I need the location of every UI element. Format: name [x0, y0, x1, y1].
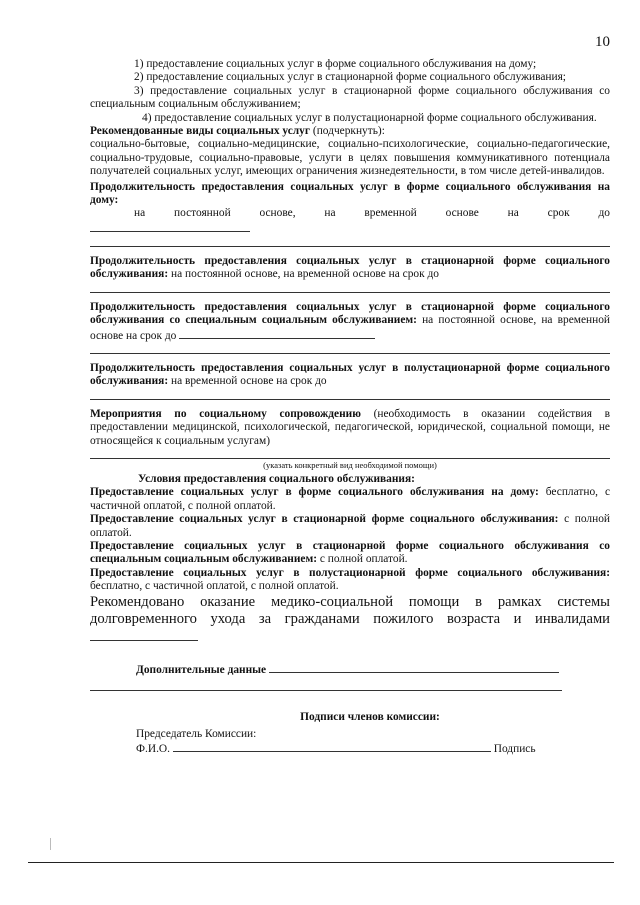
condition-special-text: с полной оплатой. [317, 553, 408, 566]
margin-mark [50, 838, 52, 850]
duration-special-title: Продолжительность предоставления социальных услуг в стационарной форме социального обслуживания со специальным социальным обслуживанием: [90, 300, 610, 327]
duration-stationary-title: Продолжительность предоставления социальных услуг в стационарной форме социального обслуживания: [90, 254, 610, 281]
fio-field[interactable] [173, 741, 491, 752]
condition-special-title: Предоставление социальных услуг в стационарной форме социального обслуживания со специальным социальным обслуживанием: [90, 539, 610, 566]
condition-special [90, 540, 610, 567]
long-term-care-field[interactable] [90, 630, 198, 641]
long-term-care-recommendation [90, 594, 610, 647]
condition-semi [90, 567, 610, 594]
condition-stationary-title: Предоставление социальных услуг в стационарной форме социального обслуживания: [90, 513, 559, 526]
duration-stationary-field[interactable] [90, 282, 610, 293]
conditions-header: Условия предоставления социального обслуживания: [138, 472, 415, 485]
fio-label: Ф.И.О. [136, 743, 170, 756]
page-number: 10 [595, 34, 610, 50]
duration-semi-text: на временной основе на срок до [168, 375, 327, 388]
condition-home-title: Предоставление социальных услуг в форме социального обслуживания на дому: [90, 486, 539, 499]
condition-stationary-text: с полной оплатой. [90, 513, 610, 539]
condition-stationary [90, 513, 610, 540]
social-support-text: (необходимость в оказании содействия в предоставлении медицинской, психологической, педагогической, юридической, социальной помощи, не относящейся к социальным услугам) [90, 407, 610, 447]
long-term-care-text: Рекомендовано оказание медико-социальной помощи в рамках системы долговременного ухода за гражданами пожилого возраста и инвалидами [90, 593, 610, 628]
social-support-field[interactable] [90, 448, 610, 459]
condition-semi-text: бесплатно, с частичной оплатой, с полной оплатой. [90, 580, 339, 593]
duration-home-title: Продолжительность предоставления социальных услуг в форме социального обслуживания на дому: [90, 180, 610, 207]
duration-home-field[interactable] [90, 221, 250, 232]
social-support-hint: (указать конкретный вид необходимой помощи) [263, 459, 437, 470]
recommended-list: социально-бытовые, социально-медицинские, социально-психологические, социально-педагогические, социально-трудовые, социально-правовые, услуги в целях повышения коммуникативного потенциала получателей социальных услуг, имеющих ограничения жизнедеятельности, в том числе детей-инвалидов. [90, 138, 610, 178]
duration-special [90, 301, 610, 343]
condition-home-text: бесплатно, с частичной оплатой, с полной оплатой. [90, 486, 611, 512]
additional-data-label: Дополнительные данные [136, 664, 267, 677]
condition-semi-title: Предоставление социальных услуг в полустационарной форме социального обслуживания: [90, 566, 610, 579]
document-body [90, 58, 610, 757]
duration-semi-field[interactable] [90, 389, 610, 400]
additional-data-field-2[interactable] [90, 680, 562, 691]
social-support-title: Мероприятия по социальному сопровождению [90, 407, 361, 420]
page-bottom-rule [28, 862, 614, 863]
additional-data [90, 662, 610, 677]
additional-data-field[interactable] [269, 662, 559, 673]
signature-label: Подпись [493, 743, 536, 756]
duration-special-text: на постоянной основе, на временной основе на срок до [90, 314, 611, 342]
condition-home [90, 486, 610, 513]
duration-semi [90, 362, 610, 389]
item-semistationary: 4) предоставление социальных услуг в полустационарной форме социального обслуживания. [142, 111, 597, 124]
recommended-note: (подчеркнуть): [310, 125, 385, 138]
item-stationary-special: 3) предоставление социальных услуг в стационарной форме социального обслуживания со специальным социальным обслуживанием; [90, 84, 610, 111]
signatures-header: Подписи членов комиссии: [300, 710, 440, 723]
duration-stationary-text: на постоянной основе, на временной основе на срок до [168, 268, 439, 281]
social-support [90, 408, 610, 448]
chair-label: Председатель Комиссии: [136, 727, 257, 740]
item-stationary: 2) предоставление социальных услуг в стационарной форме социального обслуживания; [134, 71, 566, 84]
duration-special-field[interactable] [179, 328, 375, 339]
duration-home-text: на постоянной основе, на временной основе на срок до [134, 207, 610, 220]
duration-special-field-2[interactable] [90, 343, 610, 354]
duration-stationary [90, 255, 610, 282]
recommended-services [90, 125, 610, 138]
item-home: 1) предоставление социальных услуг в форме социального обслуживания на дому; [134, 58, 537, 70]
duration-home-field-2[interactable] [90, 236, 610, 247]
chair-signature-line [90, 741, 610, 756]
duration-semi-title: Продолжительность предоставления социальных услуг в полустационарной форме социального обслуживания: [90, 361, 610, 388]
recommended-title: Рекомендованные виды социальных услуг [90, 125, 311, 138]
